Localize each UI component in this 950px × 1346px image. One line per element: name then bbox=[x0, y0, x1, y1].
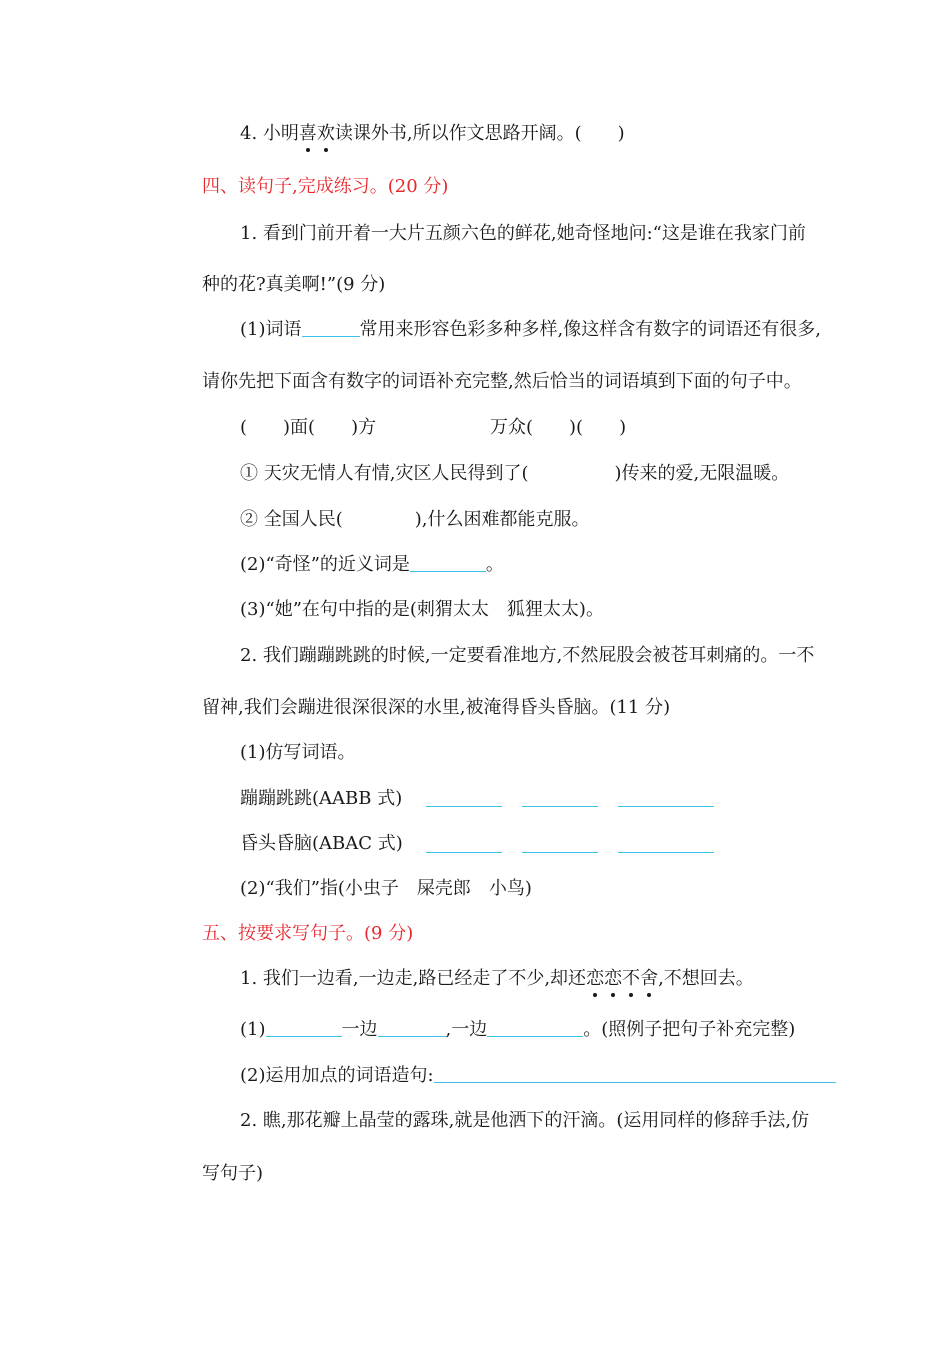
section4-title: 四、读句子,完成练习。(20 分) bbox=[202, 176, 449, 197]
sec4-q1-line2: 种的花?真美啊!”(9 分) bbox=[202, 274, 386, 295]
sec4-q2-line1: 2. 我们蹦蹦跳跳的时候,一定要看准地方,不然屁股会被苍耳刺痛的。一不 bbox=[240, 645, 815, 666]
answer-blank[interactable] bbox=[618, 834, 714, 853]
sec4-q1-part1: (1)词语 常用来形容色彩多种多样,像这样含有数字的词语还有很多, bbox=[240, 319, 821, 340]
sec4-q1-part2: (2)“奇怪”的近义词是 。 bbox=[240, 554, 504, 575]
answer-blank[interactable] bbox=[378, 1018, 446, 1037]
sec4-q2-part2: (2)“我们”指(小虫子 屎壳郎 小鸟) bbox=[240, 878, 532, 899]
sec5-q1: 1. 我们一边看,一边走,路已经走了不少,却还恋恋不舍,不想回去。 bbox=[240, 968, 754, 989]
aabb-row: 蹦蹦跳跳(AABB 式) bbox=[240, 788, 403, 809]
answer-blank[interactable] bbox=[522, 834, 598, 853]
answer-blank[interactable] bbox=[618, 788, 714, 807]
sec4-q1-part1-line2: 请你先把下面含有数字的词语补充完整,然后恰当的词语填到下面的句子中。 bbox=[202, 371, 802, 392]
emphasis-char: 喜 bbox=[298, 123, 317, 144]
section5-title: 五、按要求写句子。(9 分) bbox=[202, 923, 414, 944]
answer-blank[interactable] bbox=[522, 788, 598, 807]
idiom-fill-2: 万众( )( ) bbox=[490, 417, 627, 438]
answer-blank[interactable] bbox=[266, 1018, 342, 1037]
answer-line[interactable] bbox=[434, 1064, 836, 1083]
sec5-q2-line1: 2. 瞧,那花瓣上晶莹的露珠,就是他洒下的汗滴。(运用同样的修辞手法,仿 bbox=[240, 1110, 810, 1131]
sec5-q2-line2: 写句子) bbox=[202, 1163, 264, 1184]
answer-blank[interactable] bbox=[302, 318, 360, 337]
emphasis-char: 恋 bbox=[586, 968, 605, 989]
sec4-q2-part1: (1)仿写词语。 bbox=[240, 742, 356, 763]
q3-item4: 4. 小明喜欢读课外书,所以作文思路开阔。( ) bbox=[240, 123, 625, 144]
sec4-q1-part3: (3)“她”在句中指的是(刺猬太太 狐狸太太)。 bbox=[240, 599, 604, 620]
fill-sentence-2: ② 全国人民( ),什么困难都能克服。 bbox=[240, 509, 590, 530]
fill-sentence-1: ① 天灾无情人有情,灾区人民得到了( )传来的爱,无限温暖。 bbox=[240, 463, 790, 484]
emphasis-char: 舍 bbox=[640, 968, 659, 989]
sec4-q1-line1: 1. 看到门前开着一大片五颜六色的鲜花,她奇怪地问:“这是谁在我家门前 bbox=[240, 223, 806, 244]
sec5-q1-part1: (1) 一边 ,一边 。(照例子把句子补充完整) bbox=[240, 1019, 796, 1040]
emphasis-char: 欢 bbox=[316, 123, 335, 144]
sec5-q1-part2: (2)运用加点的词语造句: bbox=[240, 1064, 836, 1088]
answer-blank[interactable] bbox=[426, 788, 502, 807]
answer-blank[interactable] bbox=[410, 553, 486, 572]
idiom-fill-1: ( )面( )方 bbox=[240, 417, 377, 438]
sec4-q2-line2: 留神,我们会蹦进很深很深的水里,被淹得昏头昏脑。(11 分) bbox=[202, 697, 671, 718]
answer-blank[interactable] bbox=[487, 1018, 583, 1037]
answer-blank[interactable] bbox=[426, 834, 502, 853]
emphasis-char: 不 bbox=[622, 968, 641, 989]
abac-row: 昏头昏脑(ABAC 式) bbox=[240, 833, 403, 854]
emphasis-char: 恋 bbox=[604, 968, 623, 989]
